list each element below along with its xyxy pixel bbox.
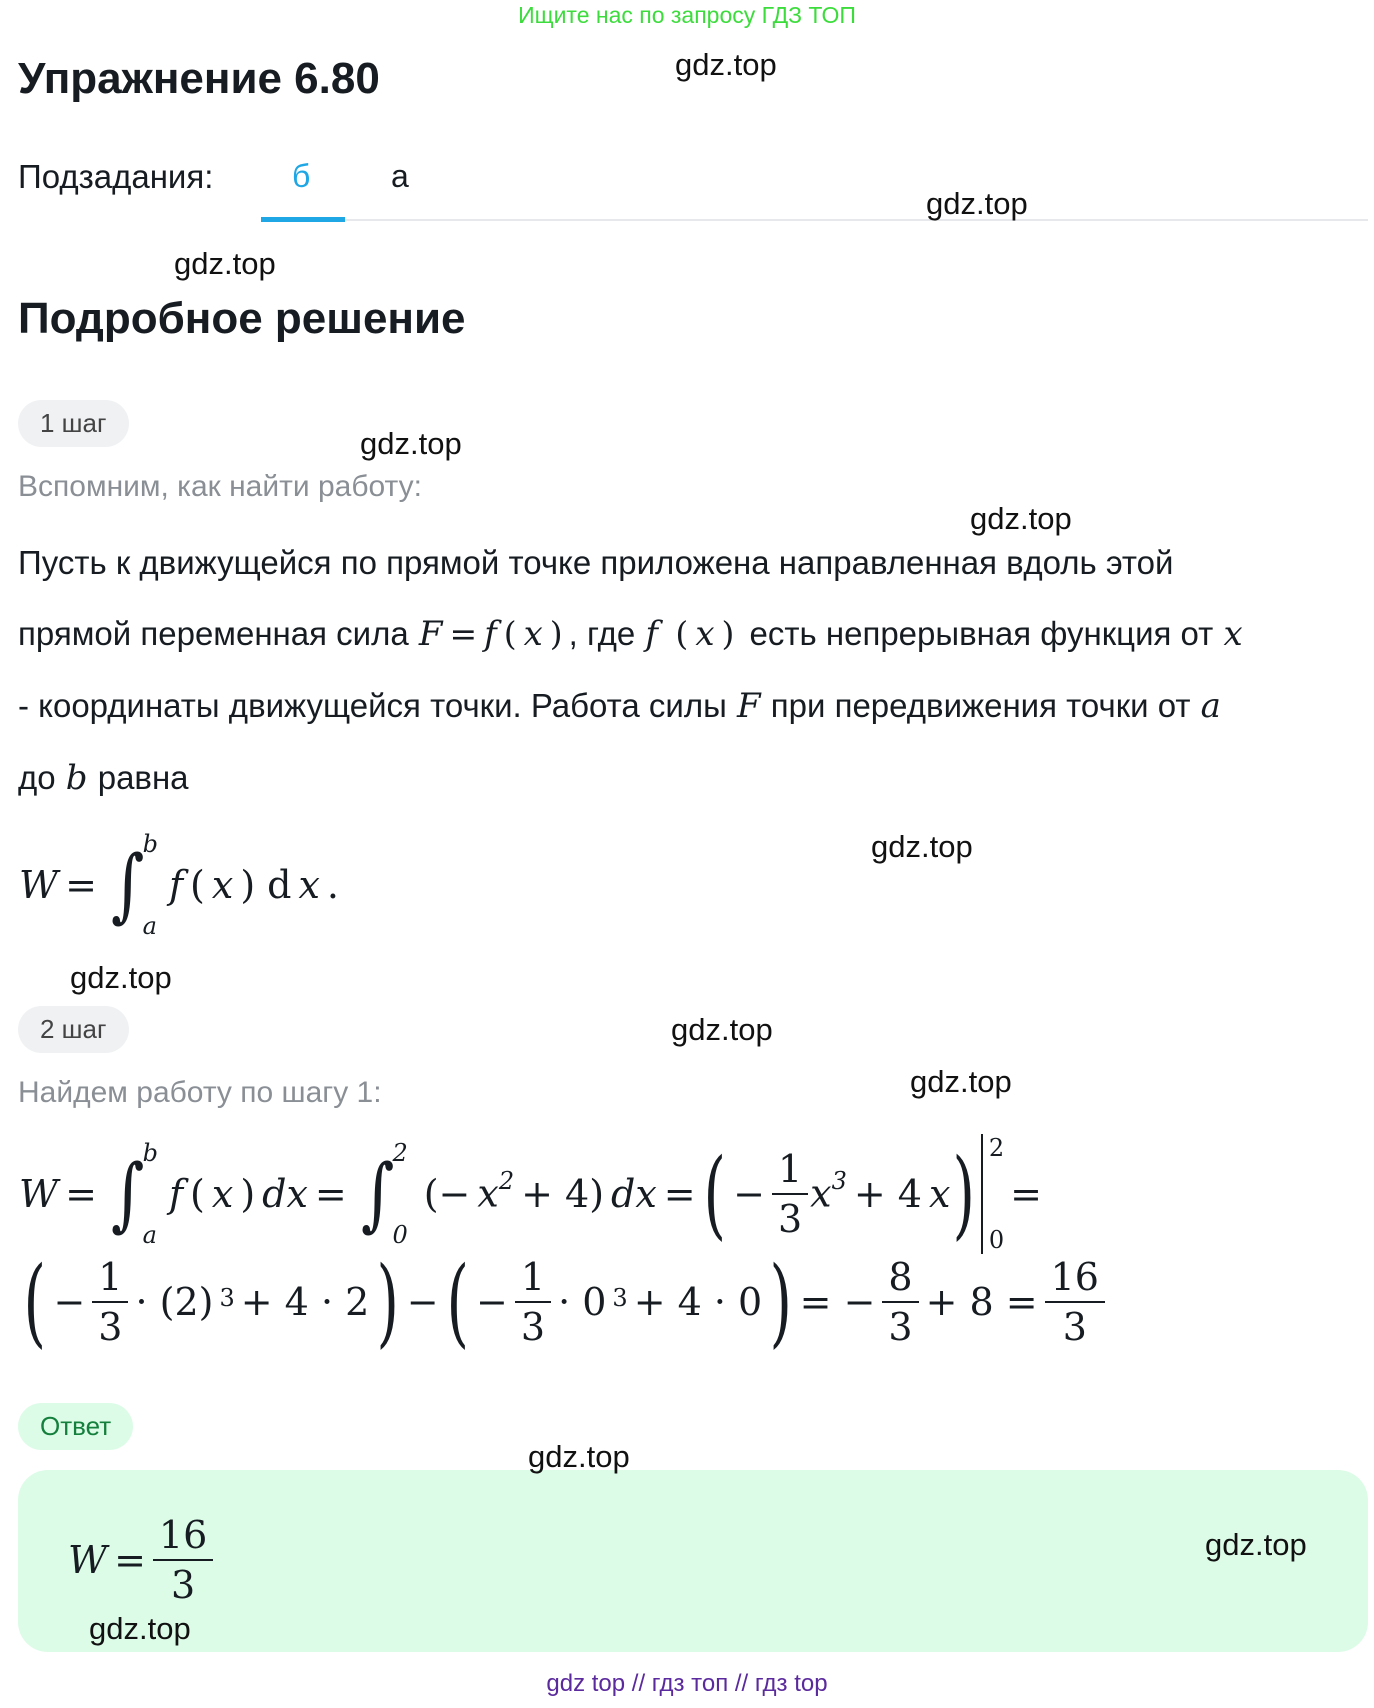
math-variable: f (645, 614, 658, 654)
text-run: равна (88, 759, 189, 796)
watermark: gdz.top (926, 186, 1028, 221)
paragraph-line (18, 612, 1244, 656)
math-variable: x (523, 614, 543, 654)
integral-sign-icon: ∫ (111, 838, 145, 931)
bar (981, 1134, 983, 1254)
answer-badge: Ответ (18, 1403, 133, 1450)
math-variable: f (168, 863, 184, 907)
math-symbol: + 4) (521, 1171, 605, 1216)
math-variable: x (211, 863, 234, 907)
solution-heading: Подробное решение (18, 294, 466, 343)
math-variable: x (298, 863, 320, 907)
subtasks-label: Подзадания: (18, 158, 214, 195)
math-symbol: . (326, 863, 339, 907)
math-symbol: d (267, 863, 292, 907)
math-symbol: = (663, 1171, 696, 1216)
big-parenthesis: ) (952, 1137, 976, 1250)
paragraph-line (18, 541, 1173, 585)
text-run: при передвижения точки от (761, 687, 1200, 724)
power (810, 1167, 847, 1216)
big-parenthesis: ( (703, 1137, 726, 1250)
text-run: есть непрерывная функция от (740, 615, 1223, 652)
math-symbol: = (314, 1171, 347, 1216)
math-symbol: · 0 (558, 1280, 607, 1324)
calculation-line-1 (18, 1131, 1048, 1256)
work-integral-formula (18, 825, 345, 945)
denominator: 3 (882, 1301, 918, 1349)
fraction (518, 1255, 548, 1349)
math-variable: x (695, 614, 715, 654)
integral (107, 830, 158, 940)
text-run: прямой переменная сила (18, 615, 418, 652)
integral-sign-icon: ∫ (111, 1146, 145, 1240)
math-symbol: = (114, 1538, 146, 1582)
text-run: , где (568, 615, 645, 652)
math-symbol: ( (190, 863, 205, 907)
big-parenthesis: ( (446, 1246, 469, 1358)
math-symbol: ( (503, 614, 517, 653)
watermark: gdz.top (360, 426, 462, 461)
math-symbol: + 4 · 2 (240, 1280, 370, 1324)
big-parenthesis: ) (769, 1246, 793, 1358)
page-title: Упражнение 6.80 (18, 54, 380, 103)
math-symbol: ( (664, 614, 689, 653)
math-symbol: − (53, 1280, 86, 1324)
active-tab-indicator (261, 217, 345, 222)
integral (357, 1139, 408, 1249)
denominator: 3 (92, 1301, 128, 1349)
lower-limit: 0 (392, 1220, 408, 1249)
math-symbol: − (733, 1171, 765, 1216)
tab-subtask-a[interactable]: а (391, 158, 409, 194)
base: x (810, 1171, 832, 1216)
exponent: 2 (498, 1167, 515, 1196)
math-symbol: = − (799, 1280, 876, 1324)
watermark: gdz.top (70, 960, 172, 995)
math-symbol: + 4 · 0 (633, 1280, 763, 1324)
math-variable: x (211, 1171, 234, 1216)
watermark: gdz.top (871, 829, 973, 864)
numerator: 1 (777, 1146, 803, 1191)
watermark: gdz.top (671, 1012, 773, 1047)
big-parenthesis: ( (23, 1246, 46, 1358)
numerator: 1 (98, 1255, 123, 1299)
numerator: 8 (888, 1255, 913, 1299)
math-variable: b (65, 758, 88, 798)
step-2-badge: 2 шаг (18, 1006, 129, 1053)
fraction (95, 1255, 125, 1349)
math-symbol: + 4 (853, 1171, 922, 1216)
watermark: gdz.top (675, 47, 777, 82)
numerator: 1 (520, 1255, 546, 1299)
math-symbol: = (1010, 1171, 1042, 1216)
integral-limits (392, 1139, 407, 1249)
denominator: 3 (153, 1559, 213, 1607)
math-symbol: − (406, 1280, 439, 1324)
math-symbol: ( (190, 1171, 205, 1216)
watermark: gdz.top (89, 1611, 191, 1646)
math-variable: dx (611, 1171, 657, 1216)
integral-limits (143, 830, 158, 940)
evaluation-bar (981, 1134, 1004, 1254)
step-1-intro: Вспомним, как найти работу: (18, 470, 422, 503)
math-symbol: ) (721, 614, 735, 653)
numerator: 16 (1050, 1255, 1099, 1299)
math-symbol: = (65, 863, 97, 907)
big-parenthesis: ) (376, 1246, 400, 1358)
upper-limit: 2 (392, 1138, 408, 1167)
upper-limit: 2 (988, 1133, 1005, 1162)
footer-links: gdz top // гдз топ // гдз top (546, 1670, 828, 1697)
math-symbol: ) (240, 863, 256, 907)
math-symbol: · (2) (135, 1280, 214, 1324)
power (477, 1167, 515, 1216)
math-variable: x (928, 1171, 951, 1216)
denominator: 3 (515, 1301, 551, 1349)
lower-limit: a (142, 1220, 157, 1249)
calculation-line-2 (22, 1242, 1106, 1362)
exponent: 3 (612, 1284, 628, 1312)
math-variable: F (737, 686, 761, 726)
math-variable: f (484, 614, 497, 654)
math-variable: F (418, 614, 443, 654)
fraction (156, 1513, 210, 1607)
paragraph-line (18, 756, 189, 800)
math-symbol: ) (240, 1171, 256, 1216)
base: x (477, 1171, 499, 1216)
fraction (885, 1255, 915, 1349)
math-symbol: = (449, 614, 478, 653)
watermark: gdz.top (970, 501, 1072, 536)
watermark: gdz.top (1205, 1527, 1307, 1562)
math-symbol: = (65, 1171, 97, 1216)
answer-formula (67, 1505, 214, 1615)
step-1-badge: 1 шаг (18, 400, 129, 447)
exponent: 3 (219, 1284, 235, 1312)
answer-box (18, 1470, 1368, 1652)
integral (107, 1139, 158, 1249)
lower-limit: 0 (988, 1225, 1005, 1254)
integral-limits (143, 1139, 158, 1249)
watermark: gdz.top (174, 246, 276, 281)
math-variable: W (19, 863, 59, 907)
denominator: 3 (1045, 1301, 1105, 1349)
search-banner: Ищите нас по запросу ГДЗ ТОП (518, 2, 856, 28)
math-variable: f (168, 1171, 184, 1216)
upper-limit: b (142, 1138, 158, 1167)
text-run: - координаты движущейся точки. Работа силы (18, 687, 736, 724)
fraction (1048, 1255, 1102, 1349)
math-variable: a (1200, 686, 1221, 726)
math-symbol: − (476, 1280, 508, 1324)
math-variable: W (68, 1538, 108, 1582)
integral-sign-icon: ∫ (360, 1146, 395, 1240)
paragraph-line (18, 684, 1222, 728)
eval-limits (989, 1134, 1004, 1254)
text-run: до (18, 759, 65, 796)
math-symbol: + 8 = (925, 1280, 1038, 1324)
lower-limit: a (142, 912, 157, 940)
tabs-divider (261, 219, 1368, 221)
watermark: gdz.top (528, 1439, 630, 1474)
math-variable: W (19, 1171, 59, 1216)
math-variable: x (1223, 614, 1243, 654)
denominator: 3 (772, 1193, 808, 1241)
upper-limit: b (142, 830, 158, 858)
tab-subtask-b[interactable]: б (292, 158, 311, 194)
text-run: Пусть к движущейся по прямой точке приложена направленная вдоль этой (18, 544, 1174, 581)
fraction (775, 1147, 805, 1241)
exponent: 3 (831, 1167, 847, 1196)
math-variable: dx (262, 1171, 308, 1216)
step-2-intro: Найдем работу по шагу 1: (18, 1076, 382, 1109)
math-symbol: (− (423, 1171, 471, 1216)
math-symbol: ) (549, 614, 563, 653)
numerator: 16 (158, 1513, 208, 1557)
watermark: gdz.top (910, 1064, 1012, 1099)
